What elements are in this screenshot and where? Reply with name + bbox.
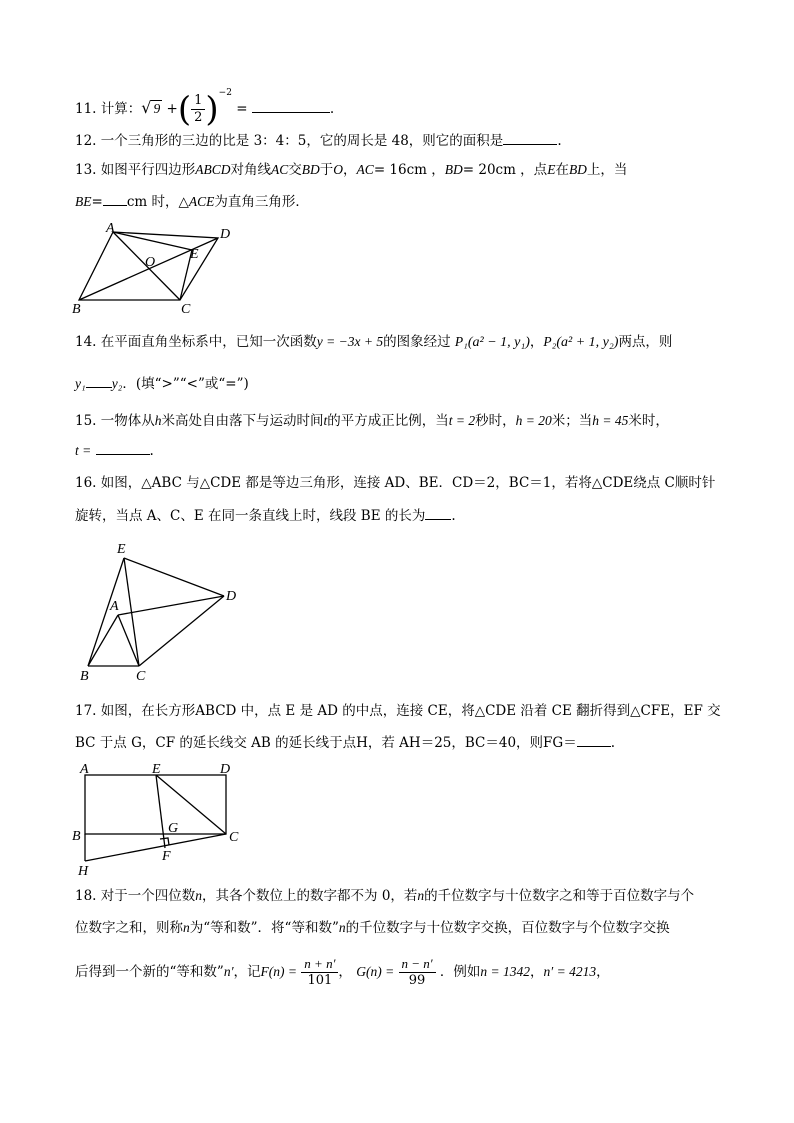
question-number: 12.: [75, 133, 97, 149]
math-function: y = −3x + 5: [316, 334, 384, 349]
math: n: [338, 920, 346, 935]
text: 旋转，当点 A、C、E 在同一条直线上时，线段 BE 的长为: [75, 508, 426, 524]
label-D: D: [226, 589, 237, 604]
label-E: E: [152, 762, 161, 777]
fraction-G: [399, 956, 436, 989]
label-B: B: [80, 669, 89, 684]
text: 两点，则: [618, 334, 673, 350]
question-number: 13.: [75, 162, 97, 178]
text: 对于一个四位数: [100, 888, 196, 904]
math: t: [323, 413, 328, 428]
text: ，其各个数位上的数字都不为 0，若: [202, 888, 418, 904]
fraction-numerator: 1: [191, 93, 205, 110]
text: 位数字之和，则称: [75, 920, 183, 936]
label-B: B: [72, 829, 81, 844]
label-E: E: [190, 247, 199, 262]
question-11: [75, 83, 335, 130]
label-E: E: [117, 542, 126, 557]
math: △ACE: [178, 194, 215, 209]
question-number: 11.: [75, 101, 97, 117]
math: BD: [444, 162, 463, 177]
text: BC 于点 G，CF 的延长线交 AB 的延长线于点H，若 AH＝25，BC＝40，则FG＝: [75, 735, 577, 751]
math: F(n) =: [260, 964, 297, 979]
math: h = 45: [592, 413, 629, 428]
math: E: [547, 162, 556, 177]
text: 的图象经过: [383, 334, 451, 350]
figure-rectangle-fold: [72, 758, 252, 880]
punctuation: .: [610, 735, 615, 751]
text: 对角线: [230, 162, 272, 178]
math: n: [183, 920, 190, 935]
fraction: [191, 93, 205, 126]
question-13-line-1: [75, 160, 627, 180]
question-17-line-2: [75, 732, 615, 753]
answer-blank: [86, 373, 112, 388]
question-18-line-1: [75, 886, 694, 906]
label-D: D: [220, 227, 231, 242]
text: 交: [288, 162, 302, 178]
question-text: 一个三角形的三边的比是 3：4：5，它的周长是 48，则它的面积是: [100, 133, 504, 149]
question-15-line-1: [75, 411, 669, 431]
text: 在平面直角坐标系中，已知一次函数: [100, 334, 317, 350]
label-D: D: [220, 762, 231, 777]
punctuation: .: [329, 101, 335, 117]
text: 为直角三角形．: [214, 194, 309, 210]
math: BD: [301, 162, 320, 177]
label-F: F: [162, 849, 171, 864]
text: ．例如: [439, 964, 481, 980]
text: 上，当: [586, 162, 628, 178]
text: 如图平行四边形: [100, 162, 196, 178]
sqrt-symbol: √: [141, 98, 152, 117]
question-16-line-2: [75, 505, 456, 526]
text: 于: [319, 162, 334, 178]
text: ．(填“>”“<”或“=”): [122, 376, 249, 392]
question-number: 15.: [75, 413, 97, 429]
math: n: [417, 888, 425, 903]
math: G(n) =: [356, 964, 395, 979]
math: (a² − 1, y₁): [467, 335, 530, 350]
math: y₁: [75, 376, 86, 391]
answer-blank: [577, 732, 611, 747]
math: h = 20: [515, 413, 552, 428]
math: BD: [568, 162, 587, 177]
question-text: 计算：: [100, 101, 142, 117]
question-17-line-1: [75, 701, 721, 721]
math: t = 2: [448, 413, 476, 428]
label-O: O: [145, 255, 156, 270]
punctuation: ，: [596, 964, 610, 980]
label-A: A: [110, 599, 119, 614]
text: 一物体从: [100, 413, 155, 429]
answer-blank: [503, 130, 557, 145]
text: 后得到一个新的“等和数”: [75, 964, 224, 980]
math: (a² + 1, y₂): [556, 335, 619, 350]
answer-blank: [103, 191, 127, 206]
punctuation: .: [557, 133, 562, 149]
exponent: −2: [218, 88, 232, 98]
figure-parallelogram: [68, 220, 248, 318]
math: P₂: [543, 334, 557, 349]
text: 米；当: [551, 413, 593, 429]
fraction-denominator: 99: [408, 973, 426, 988]
label-C: C: [229, 830, 239, 845]
label-H: H: [78, 864, 89, 879]
math: n′ = 4213: [543, 964, 597, 979]
equals-sign: =: [236, 101, 248, 117]
math: y₂: [111, 376, 123, 391]
math: O: [333, 162, 344, 177]
question-14-line-1: [75, 332, 672, 353]
text: ，: [529, 334, 544, 350]
question-13-line-2: [75, 191, 309, 212]
math: P₁: [454, 334, 468, 349]
question-number: 17.: [75, 703, 97, 719]
math: n′: [223, 964, 234, 979]
question-number: 14.: [75, 334, 97, 350]
math: BE: [75, 194, 92, 209]
text: 秒时，: [475, 413, 516, 429]
answer-blank: [425, 505, 451, 520]
math: ABCD: [195, 162, 231, 177]
question-number: 18.: [75, 888, 97, 904]
figure-triangles: [76, 538, 246, 684]
plus-sign: +: [166, 101, 178, 117]
label-G: G: [168, 821, 179, 836]
answer-blank: [96, 440, 150, 455]
text: 的平方成正比例，当: [327, 413, 449, 429]
text: ，记: [233, 964, 261, 980]
math: t =: [75, 443, 92, 458]
math: n: [195, 888, 203, 903]
left-paren: (: [177, 89, 192, 130]
question-number: 16.: [75, 475, 97, 491]
text: 在: [555, 162, 569, 178]
text: 米高处自由落下与运动时间: [161, 413, 324, 429]
question-12: [75, 130, 562, 151]
fraction-numerator: n + n′: [301, 956, 338, 973]
label-A: A: [106, 221, 115, 236]
question-16-line-1: [75, 473, 715, 493]
label-A: A: [80, 762, 89, 777]
fraction-F: [301, 956, 338, 989]
text: = 20cm ，点: [462, 162, 548, 178]
text: 的千位数字与十位数字交换，百位数字与个位数字交换: [345, 920, 670, 936]
text: 如图，在长方形ABCD 中，点 E 是 AD 的中点，连接 CE，将△CDE 沿着 CE 翻折得到△CFE，EF 交: [100, 703, 721, 719]
question-15-line-2: [75, 440, 154, 461]
math: n = 1342: [480, 964, 531, 979]
text: 如图，△ABC 与△CDE 都是等边三角形，连接 AD、BE．CD＝2，BC＝1，若将△CDE绕点 C顺时针: [100, 475, 716, 491]
right-paren: ): [205, 89, 219, 130]
text: = 16cm ，: [373, 162, 445, 178]
math: AC: [356, 162, 374, 177]
answer-blank: [252, 98, 330, 113]
punctuation: .: [451, 508, 456, 524]
question-18-line-3: 后得到一个新的“等和数”n′，记F(n) = $\frac{n + n'}{101}$ ， G(n) = $\frac{n - n'}{99}$ ．例如n = 1342，n′ = 4213，: [75, 956, 610, 988]
punctuation: .: [149, 443, 154, 459]
math: AC: [271, 162, 289, 177]
text: 米时，: [628, 413, 669, 429]
text: cm 时，: [126, 194, 179, 210]
text: 的千位数字与十位数字之和等于百位数字与个: [424, 888, 695, 904]
text: 为“等和数”．将“等和数”: [189, 920, 339, 936]
question-14-line-2: [75, 373, 249, 394]
text: ，: [338, 964, 352, 980]
radicand: 9: [153, 101, 161, 116]
math: h: [154, 413, 162, 428]
label-C: C: [136, 669, 146, 684]
fraction-denominator: 2: [194, 110, 203, 125]
question-18-line-2: [75, 918, 670, 938]
fraction-denominator: 101: [307, 973, 333, 988]
label-C: C: [181, 302, 191, 317]
label-B: B: [72, 302, 81, 317]
text: ，: [343, 162, 357, 178]
text: =: [91, 194, 103, 210]
fraction-numerator: n − n′: [399, 956, 436, 973]
